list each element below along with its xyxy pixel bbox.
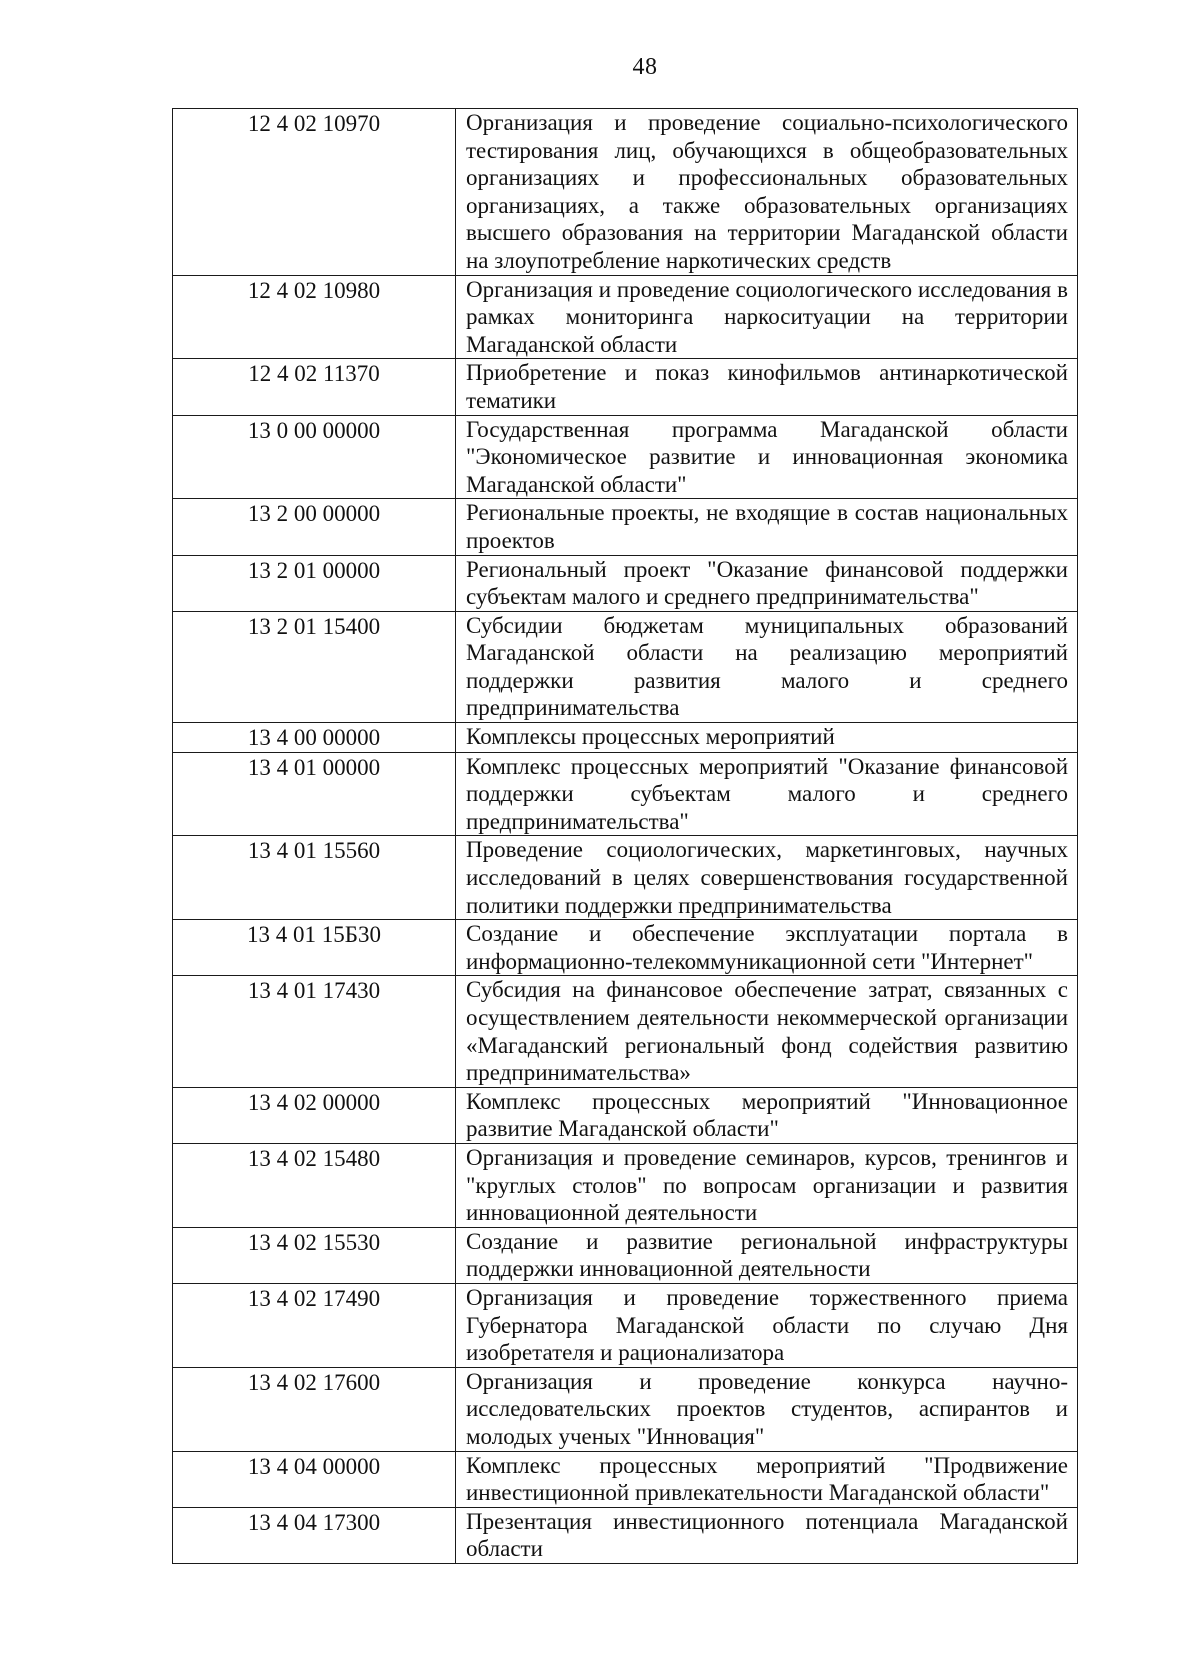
row-code: 13 4 02 15530 xyxy=(173,1227,456,1283)
row-code: 13 4 02 15480 xyxy=(173,1143,456,1227)
row-code: 13 4 00 00000 xyxy=(173,723,456,753)
table-row xyxy=(173,920,1078,976)
row-description: Субсидии бюджетам муниципальных образований Магаданской области на реализацию мероприятий поддержки развития малого и среднего предпринимательства xyxy=(456,611,1078,722)
row-description: Субсидия на финансовое обеспечение затрат, связанных с осуществлением деятельности некоммерческой организации «Магаданский региональный фонд содействия развитию предпринимательства» xyxy=(456,976,1078,1087)
row-description: Региональный проект "Оказание финансовой поддержки субъектам малого и среднего предпринимательства" xyxy=(456,555,1078,611)
table-row xyxy=(173,499,1078,555)
row-description: Комплексы процессных мероприятий xyxy=(456,723,1078,753)
table-row xyxy=(173,275,1078,359)
row-code: 13 2 01 15400 xyxy=(173,611,456,722)
row-description: Организация и проведение конкурса научно-исследовательских проектов студентов, аспирантов и молодых ученых "Инновация" xyxy=(456,1367,1078,1451)
row-code: 13 4 01 00000 xyxy=(173,752,456,836)
table-row xyxy=(173,555,1078,611)
row-code: 12 4 02 10980 xyxy=(173,275,456,359)
row-description: Презентация инвестиционного потенциала Магаданской области xyxy=(456,1507,1078,1563)
table-row xyxy=(173,1087,1078,1143)
row-code: 13 4 01 17430 xyxy=(173,976,456,1087)
row-description: Государственная программа Магаданской области "Экономическое развитие и инновационная экономика Магаданской области" xyxy=(456,415,1078,499)
row-code: 13 4 02 17490 xyxy=(173,1283,456,1367)
row-code: 13 4 04 17300 xyxy=(173,1507,456,1563)
row-code: 12 4 02 10970 xyxy=(173,109,456,276)
table-row xyxy=(173,723,1078,753)
row-code: 13 4 02 00000 xyxy=(173,1087,456,1143)
table-row xyxy=(173,752,1078,836)
row-description: Создание и развитие региональной инфраструктуры поддержки инновационной деятельности xyxy=(456,1227,1078,1283)
row-code: 13 4 02 17600 xyxy=(173,1367,456,1451)
row-description: Приобретение и показ кинофильмов антинаркотической тематики xyxy=(456,359,1078,415)
page-number: 48 xyxy=(632,54,658,80)
row-code: 13 2 00 00000 xyxy=(173,499,456,555)
row-description: Комплекс процессных мероприятий "Оказание финансовой поддержки субъектам малого и среднего предпринимательства" xyxy=(456,752,1078,836)
row-code: 13 4 04 00000 xyxy=(173,1451,456,1507)
table-row xyxy=(173,1451,1078,1507)
table-row xyxy=(173,415,1078,499)
table-row xyxy=(173,1367,1078,1451)
row-description: Комплекс процессных мероприятий "Продвижение инвестиционной привлекательности Магаданской области" xyxy=(456,1451,1078,1507)
table-row xyxy=(173,1143,1078,1227)
row-description: Организация и проведение социологического исследования в рамках мониторинга наркоситуации на территории Магаданской области xyxy=(456,275,1078,359)
table-row xyxy=(173,359,1078,415)
row-description: Создание и обеспечение эксплуатации портала в информационно-телекоммуникационной сети "Интернет" xyxy=(456,920,1078,976)
row-description: Комплекс процессных мероприятий "Инновационное развитие Магаданской области" xyxy=(456,1087,1078,1143)
table-row xyxy=(173,1227,1078,1283)
row-description: Проведение социологических, маркетинговых, научных исследований в целях совершенствования государственной политики поддержки предпринимательства xyxy=(456,836,1078,920)
row-code: 13 0 00 00000 xyxy=(173,415,456,499)
row-code: 13 4 01 15Б30 xyxy=(173,920,456,976)
table-row xyxy=(173,1283,1078,1367)
row-description: Организация и проведение социально-психологического тестирования лиц, обучающихся в общеобразовательных организациях и профессиональных образовательных организациях, а также образовательных организациях высшего образования на территории Магаданской области на злоупотребление наркотических средств xyxy=(456,109,1078,276)
table-row xyxy=(173,836,1078,920)
row-code: 13 4 01 15560 xyxy=(173,836,456,920)
table-body xyxy=(173,109,1078,1564)
row-description: Региональные проекты, не входящие в состав национальных проектов xyxy=(456,499,1078,555)
row-description: Организация и проведение торжественного приема Губернатора Магаданской области по случаю Дня изобретателя и рационализатора xyxy=(456,1283,1078,1367)
budget-classification-table xyxy=(172,108,1078,1564)
table-row xyxy=(173,1507,1078,1563)
row-code: 12 4 02 11370 xyxy=(173,359,456,415)
row-description: Организация и проведение семинаров, курсов, тренингов и "круглых столов" по вопросам организации и развития инновационной деятельности xyxy=(456,1143,1078,1227)
table-row xyxy=(173,976,1078,1087)
row-code: 13 2 01 00000 xyxy=(173,555,456,611)
table-row xyxy=(173,611,1078,722)
table-row xyxy=(173,109,1078,276)
